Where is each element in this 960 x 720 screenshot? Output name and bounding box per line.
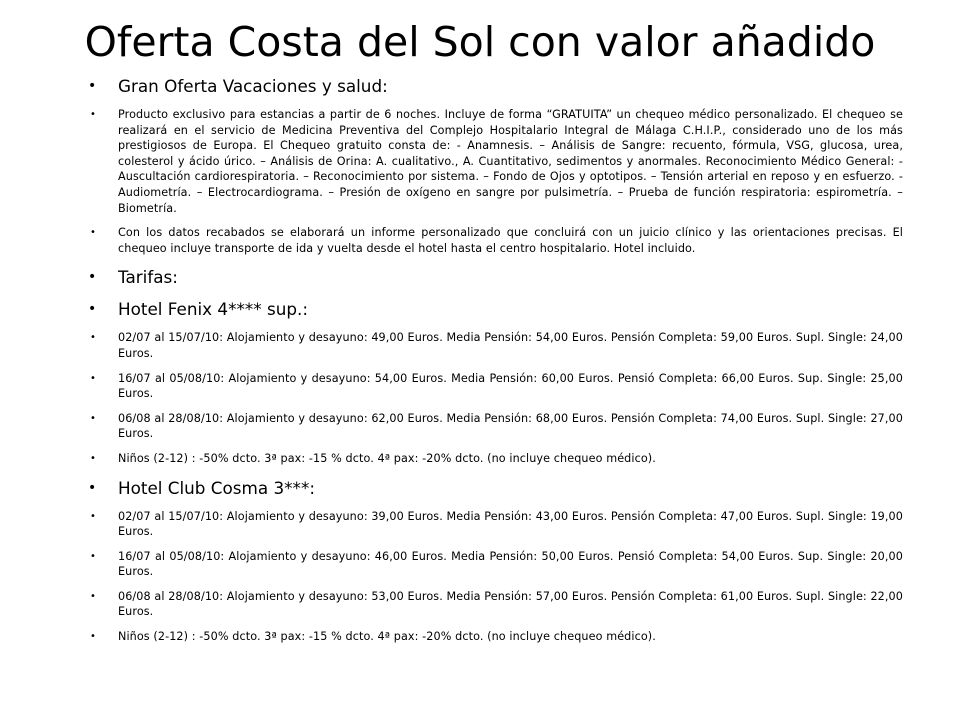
bullet-cosma-rate-3 bbox=[90, 589, 903, 620]
bullet-text: Niños (2-12) : -50% dcto. 3ª pax: -15 % dcto. 4ª pax: -20% dcto. (no incluye chequeo médico). bbox=[118, 451, 656, 465]
bullet-text: 02/07 al 15/07/10: Alojamiento y desayuno: 49,00 Euros. Media Pensión: 54,00 Euros. Pensión Completa: 59,00 Euros. Supl. Single: 24,00 Euros. bbox=[118, 331, 903, 360]
bullet-cosma-rate-1 bbox=[90, 509, 903, 540]
bullet-text: 16/07 al 05/08/10: Alojamiento y desayuno: 54,00 Euros. Media Pensión: 60,00 Euros. Pensió Completa: 66,00 Euros. Sup. Single: 25,00 Euros. bbox=[118, 371, 903, 401]
bullet-text: Gran Oferta Vacaciones y salud: bbox=[118, 76, 388, 96]
bullet-icon: • bbox=[90, 412, 96, 424]
bullet-text: Hotel Fenix 4**** sup.: bbox=[118, 299, 309, 320]
bullet-heading-hotel-fenix bbox=[90, 297, 903, 321]
bullet-icon: • bbox=[88, 479, 97, 496]
bullet-icon: • bbox=[88, 269, 97, 286]
bullet-icon: • bbox=[90, 452, 96, 464]
bullet-icon: • bbox=[88, 301, 97, 318]
bullet-fenix-rate-2 bbox=[90, 371, 903, 402]
bullet-list bbox=[90, 74, 903, 654]
bullet-fenix-rate-1 bbox=[90, 330, 903, 361]
bullet-icon: • bbox=[90, 227, 96, 239]
bullet-text: Con los datos recabados se elaborará un informe personalizado que concluirá con un juicio clínico y las orientaciones precisas. El chequeo incluye transporte de ida y vuelta desde el hotel hasta el centro hospitalario. Hotel incluido. bbox=[118, 226, 903, 255]
bullet-text: Tarifas: bbox=[118, 267, 178, 288]
bullet-icon: • bbox=[90, 510, 96, 522]
bullet-text: 02/07 al 15/07/10: Alojamiento y desayuno: 39,00 Euros. Media Pensión: 43,00 Euros. Pensión Completa: 47,00 Euros. Supl. Single: 19,00 Euros. bbox=[118, 509, 903, 539]
bullet-text: 06/08 al 28/08/10: Alojamiento y desayuno: 53,00 Euros. Media Pensión: 57,00 Euros. Pensión Completa: 61,00 Euros. Supl. Single: 22,00 Euros. bbox=[118, 589, 903, 619]
bullet-icon: • bbox=[90, 109, 96, 120]
bullet-icon: • bbox=[90, 590, 96, 602]
bullet-heading-tarifas bbox=[90, 265, 903, 289]
bullet-heading-hotel-cosma bbox=[90, 476, 903, 500]
bullet-text: Hotel Club Cosma 3***: bbox=[118, 477, 315, 498]
bullet-report-info bbox=[90, 225, 903, 256]
bullet-icon: • bbox=[90, 332, 96, 344]
bullet-cosma-children bbox=[90, 629, 903, 645]
bullet-icon: • bbox=[90, 550, 96, 562]
bullet-product-description bbox=[90, 107, 903, 216]
bullet-text: Producto exclusivo para estancias a partir de 6 noches. Incluye de forma “GRATUITA” un chequeo médico personalizado. El chequeo se realizará en el servicio de Medicina Preventiva del Complejo Hospitalario Integral de Málaga C.H.I.P., considerado uno de los más prestigiosos de Europa. El Chequeo gratuito consta de: - Anamnesis. – Análisis de Sangre: recuento, fórmula, VSG, glucosa, urea, colesterol y ácido úrico. – Análisis de Orina: A. cualitativo., A. Cuantitativo, sedimentos y anormales. Reconocimiento Médico General: - Auscultación cardiorespiratoria. – Reconocimiento por sistema. – Fondo de Ojos y optotipos. – Tensión arterial en reposo y en esfuerzo. - Audiometría. – Electrocardiograma. – Presión de oxígeno en sangre por pulsimetría. – Prueba de función respiratoria: espirometría. – Biometría. bbox=[118, 108, 903, 215]
bullet-text: 16/07 al 05/08/10: Alojamiento y desayuno: 46,00 Euros. Media Pensión: 50,00 Euros. Pensió Completa: 54,00 Euros. Sup. Single: 20,00 Euros. bbox=[118, 549, 903, 579]
bullet-heading-offer bbox=[90, 74, 903, 98]
bullet-fenix-rate-3 bbox=[90, 411, 903, 442]
bullet-text: 06/08 al 28/08/10: Alojamiento y desayuno: 62,00 Euros. Media Pensión: 68,00 Euros. Pensión Completa: 74,00 Euros. Supl. Single: 27,00 Euros. bbox=[118, 411, 903, 441]
bullet-cosma-rate-2 bbox=[90, 549, 903, 580]
bullet-text: Niños (2-12) : -50% dcto. 3ª pax: -15 % dcto. 4ª pax: -20% dcto. (no incluye chequeo médico). bbox=[118, 630, 656, 644]
bullet-icon: • bbox=[88, 78, 97, 94]
bullet-icon: • bbox=[90, 372, 96, 384]
bullet-icon: • bbox=[90, 631, 96, 643]
bullet-fenix-children bbox=[90, 451, 903, 467]
slide-title: Oferta Costa del Sol con valor añadido bbox=[84, 18, 876, 66]
